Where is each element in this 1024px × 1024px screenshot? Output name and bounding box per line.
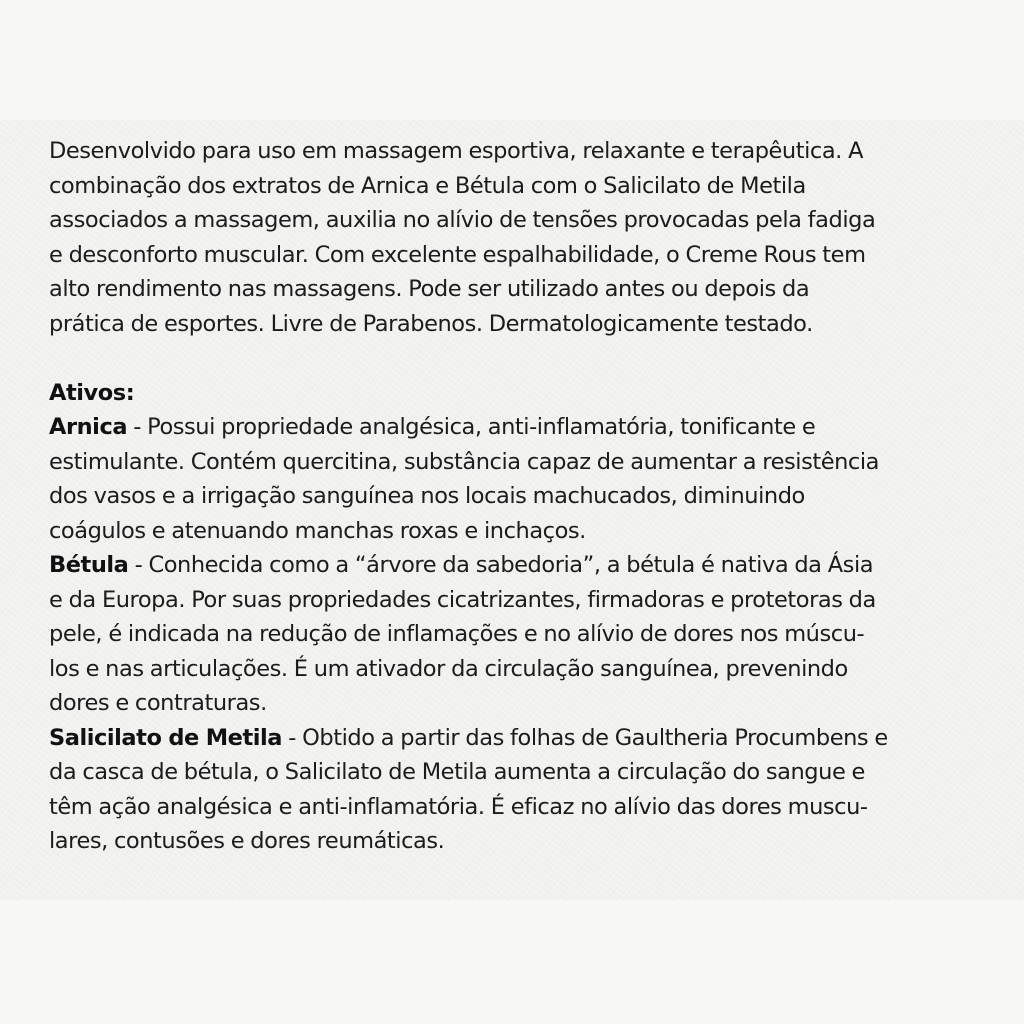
intro-line: Desenvolvido para uso em massagem esportiva, relaxante e terapêutica. A — [49, 138, 864, 164]
salicilato-line: lares, contusões e dores reumáticas. — [49, 828, 445, 854]
arnica-section — [49, 410, 1009, 548]
salicilato-line: têm ação analgésica e anti-inflamatória. É eficaz no alívio das dores muscu- — [49, 793, 868, 820]
paragraph-spacer — [49, 341, 1009, 376]
arnica-first-line — [49, 410, 1009, 445]
salicilato-description-start: - Obtido a partir das folhas de Gaultheria Procumbens e — [282, 724, 888, 751]
arnica-description-start: - Possui propriedade analgésica, anti-inflamatória, tonificante e — [127, 414, 816, 440]
betula-section — [49, 548, 1009, 721]
actives-heading: Ativos: — [49, 379, 135, 406]
betula-line: dores e contraturas. — [49, 690, 267, 716]
betula-line: e da Europa. Por suas propriedades cicatrizantes, firmadoras e protetoras da — [49, 586, 876, 613]
betula-line: pele, é indicada na redução de inflamações e no alívio de dores nos múscu- — [49, 621, 865, 647]
salicilato-first-line — [49, 721, 1009, 756]
betula-first-line — [49, 548, 1009, 583]
intro-line: alto rendimento nas massagens. Pode ser utilizado antes ou depois da — [49, 276, 810, 302]
intro-line: combinação dos extratos de Arnica e Bétula com o Salicilato de Metila — [49, 172, 806, 199]
salicilato-line: da casca de bétula, o Salicilato de Metila aumenta a circulação do sangue e — [49, 759, 865, 785]
intro-line: associados a massagem, auxilia no alívio de tensões provocadas pela fadiga — [49, 207, 876, 233]
arnica-line: coágulos e atenuando manchas roxas e inchaços. — [49, 517, 586, 544]
betula-description-start: - Conhecida como a “árvore da sabedoria”, a bétula é nativa da Ásia — [128, 552, 874, 578]
arnica-line: estimulante. Contém quercitina, substância capaz de aumentar a resistência — [49, 448, 879, 475]
salicilato-section — [49, 721, 1009, 859]
betula-line: los e nas articulações. É um ativador da circulação sanguínea, prevenindo — [49, 655, 848, 682]
intro-line: e desconforto muscular. Com excelente espalhabilidade, o Creme Rous tem — [49, 241, 866, 268]
arnica-line: dos vasos e a irrigação sanguínea nos locais machucados, diminuindo — [49, 483, 805, 509]
salicilato-name: Salicilato de Metila — [49, 724, 283, 751]
intro-paragraph — [49, 134, 1009, 341]
intro-line: prática de esportes. Livre de Parabenos. Dermatologicamente testado. — [49, 310, 813, 337]
betula-name: Bétula — [49, 552, 129, 578]
product-description — [49, 134, 1009, 859]
arnica-name: Arnica — [49, 414, 128, 440]
